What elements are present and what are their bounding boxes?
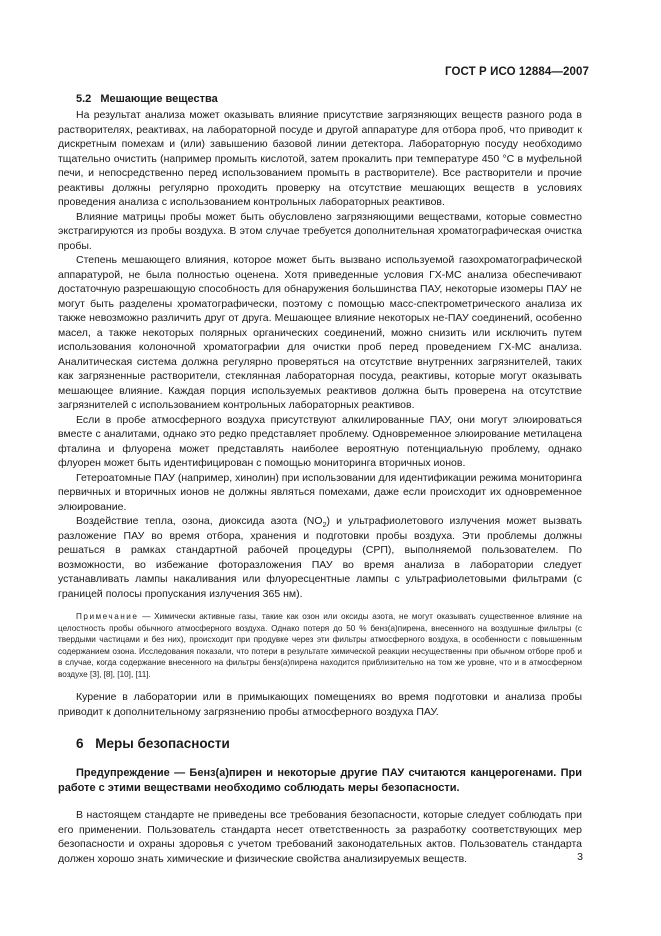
section-number: 6 — [76, 736, 84, 751]
page-content — [58, 92, 582, 866]
paragraph-6-end: ) и ультрафиолетового излучения может вызвать разложение ПАУ во время отбора, хранения и подготовки пробы воздуха. Эти проблемы должны решаться в рамках стандартной рабочей процедуры (СРП), выполняемой пользователем. По возможности, во избежание фоторазложения ПАУ во время анализа в лаборатории следует устанавливать лампы накаливания или флуоресцентные лампы с ультрафиолетовыми фильтрами (с границей полосы пропускания излучения 365 нм). — [58, 515, 582, 600]
page-number: 3 — [577, 851, 583, 863]
paragraph-6 — [58, 514, 582, 601]
subsection-heading — [76, 92, 582, 106]
paragraph-7: Курение в лаборатории или в примыкающих помещениях во время подготовки и анализа пробы приводит к дополнительному загрязнению пробы атмосферного воздуха ПАУ. — [58, 691, 582, 718]
paragraph-1: На результат анализа может оказывать влияние присутствие загрязняющих веществ разного рода в растворителях, реактивах, на лабораторной посуде и другой аппаратуре для отбора проб, что приводит к дискретным помехам и (или) завышению базовой линии детектора. Лабораторную посуду необходимо тщательно очистить (например промыть кислотой, затем прокалить при температуре 450 °С в муфельной печи, и непосредственно перед использованием промыть в растворителе). Все растворители и прочие реактивы должны регулярно проходить проверку на отсутствие мешающих веществ в условиях проведения анализа с использованием контрольных лабораторных реактивов. — [58, 109, 582, 208]
subsection-title: Мешающие вещества — [100, 93, 218, 105]
note — [58, 611, 582, 680]
section-heading — [76, 736, 582, 752]
note-text: — Химически активные газы, такие как озон или оксиды азота, не могут оказывать существенное влияние на целостность пробы обычного атмосферного воздуха. Однако потеря до 50 % бенз(а)пирена, внесенного на воздушные фильтры (с твердыми частицами и без них), происходит при продувке через эти фильтры атмосферного воздуха, в особенности с повышенным содержанием озона. Исследования показали, что потери в результате химической реакции несущественны при обычном отборе проб и в случае, когда содержание внесенного на фильтры бенз(а)пирена находится приблизительно на том же уровне, что и в атмосферном воздухе [3], [8], [10], [11]. — [58, 612, 582, 679]
standard-header: ГОСТ Р ИСО 12884—2007 — [444, 66, 589, 78]
safety-warning: Предупреждение — Бенз(а)пирен и некоторые другие ПАУ считаются канцерогенами. При работе с этими веществами необходимо соблюдать меры безопасности. — [58, 767, 582, 794]
paragraph-2: Влияние матрицы пробы может быть обусловлено загрязняющими веществами, которые совместно экстрагируются из пробы воздуха. В этом случае требуется дополнительная хроматографическая очистка пробы. — [58, 210, 582, 252]
paragraph-5: Гетероатомные ПАУ (например, хинолин) при использовании для идентификации режима мониторинга первичных и вторичных ионов не должны являться помехами, даже если происходит их одновременное элюирование. — [58, 471, 583, 513]
subsection-number: 5.2 — [76, 93, 92, 105]
subscript-2: 2 — [322, 522, 327, 530]
section-title: Меры безопасности — [95, 736, 230, 751]
note-label: Примечание — [76, 612, 139, 621]
paragraph-8: В настоящем стандарте не приведены все требования безопасности, которые следует соблюдать при его применении. Пользователь стандарта несет ответственность за разработку соответствующих мер безопасности и охраны здоровья с учетом требований законодательных актов. Пользователь стандарта должен хорошо знать химические и физические свойства анализируемых веществ. — [58, 809, 582, 865]
paragraph-6-start: Воздействие тепла, озона, диоксида азота (NO — [76, 515, 323, 527]
paragraph-4: Если в пробе атмосферного воздуха присутствуют алкилированные ПАУ, они могут элюироваться вместе с аналитами, однако это редко представляет проблему. Одновременное элюирование метилацена фталина и флуорена может представлять наиболее вероятную потенциальную проблему, однако флуорен может быть идентифицирован с помощью мониторинга вторичных ионов. — [58, 413, 582, 469]
paragraph-3: Степень мешающего влияния, которое может быть вызвано используемой газохроматографической аппаратурой, не была полностью оценена. Хотя приведенные условия ГХ-МС анализа обеспечивают достаточную разрешающую способность для обнаружения большинства ПАУ, некоторые изомеры ПАУ не могут быть разделены хроматографически, поэтому с помощью масс-спектрометрического анализа их также невозможно различить друг от друга. Мешающее влияние некоторых не-ПАУ соединений, особенно масел, а также некоторых полярных органических соединений, можно снизить или исключить путем использования колоночной хроматографии для очистки проб перед проведением ГХ-МС анализа. Аналитическая система должна регулярно проверяться на отсутствие внутренних загрязнителей, таких как загрязненные растворители, стеклянная лабораторная посуда, реактивы, которые могут оказывать мешающее влияние. Каждая порция используемых реактивов должна быть проверена на отсутствие загрязнителей с использованием контрольных лабораторных реактивов. — [58, 254, 582, 411]
